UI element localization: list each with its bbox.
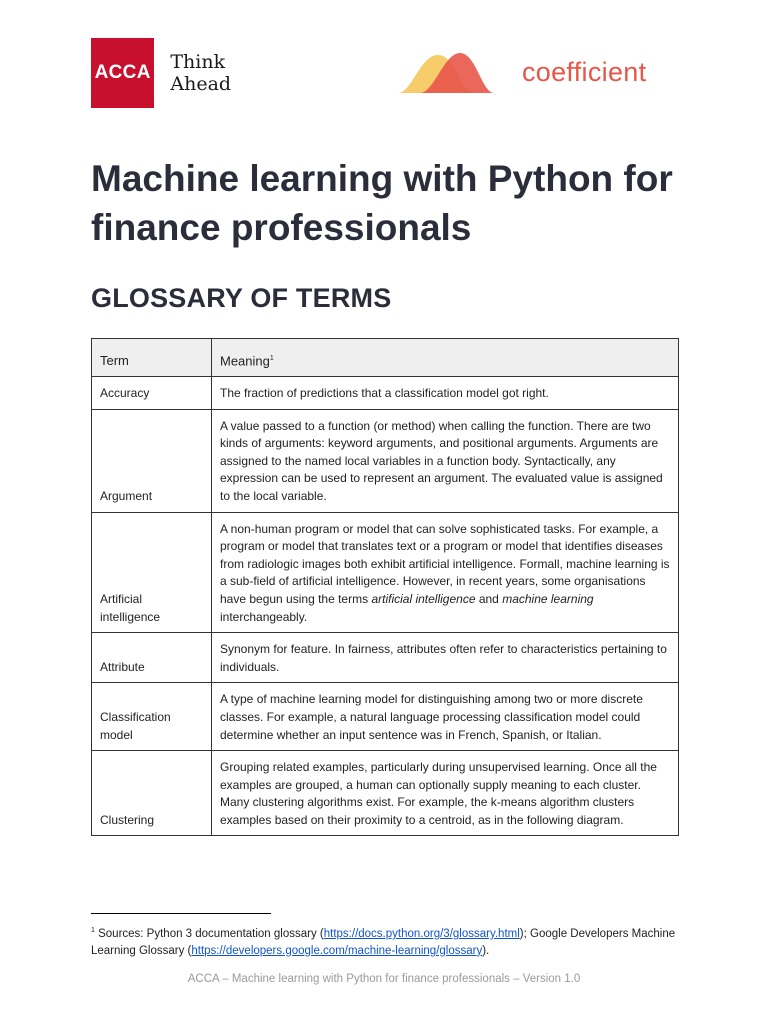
glossary-table xyxy=(91,338,679,836)
page-footer: ACCA – Machine learning with Python for finance professionals – Version 1.0 xyxy=(187,973,581,985)
term-cell: Accuracy xyxy=(92,377,212,410)
acca-logo xyxy=(91,38,287,108)
meaning-cell: A value passed to a function (or method) when calling the function. There are two kinds of arguments: keyword arguments, and positional arguments. Arguments are assigned to the named local variables in a function body. Syntactically, any expression can be used to represent an argument. The evaluated value is assigned to the local variable. xyxy=(212,409,679,512)
meaning-cell: The fraction of predictions that a classification model got right. xyxy=(212,377,679,410)
table-row xyxy=(92,377,679,410)
section-title: GLOSSARY OF TERMS xyxy=(91,283,392,313)
footnote: $^1$ Sources: Python 3 documentation glossary (https://docs.python.org/3/glossary.html); Google Developers Machine Learning Glossary (https://developers.google.com/machine-learning/glossary). xyxy=(91,927,676,957)
term-cell: Artificial intelligence xyxy=(92,512,212,633)
footnote-marker: 1 xyxy=(269,355,274,363)
meaning-cell: Grouping related examples, particularly during unsupervised learning. Once all the examples are grouped, a human can optionally supply meaning to each cluster. Many clustering algorithms exist. For example, the k-means algorithm clusters examples based on their proximity to a centroid, as in the following diagram. xyxy=(212,751,679,836)
term-cell: Classification model xyxy=(92,683,212,751)
coefficient-mountain-icon xyxy=(398,51,494,93)
footnote-divider xyxy=(91,913,271,914)
table-row xyxy=(92,409,679,512)
coefficient-logo xyxy=(398,50,646,94)
table-row xyxy=(92,751,679,836)
acca-logo-mark: ACCA xyxy=(91,38,154,108)
document-title: Machine learning with Python for finance professionals xyxy=(91,158,673,248)
term-cell: Clustering xyxy=(92,751,212,836)
table-row xyxy=(92,512,679,633)
term-cell: Argument xyxy=(92,409,212,512)
meaning-cell: A type of machine learning model for distinguishing among two or more discrete classes. For example, a natural language processing classification model could determine whether an input sentence was in French, Spanish, or Italian. xyxy=(212,683,679,751)
table-row xyxy=(92,683,679,751)
table-row xyxy=(92,633,679,683)
coefficient-wordmark: coefficient xyxy=(522,56,647,87)
meaning-column-header: Meaning$^1$ xyxy=(212,339,679,377)
emphasis-term: artificial intelligence xyxy=(371,591,476,606)
google-ml-glossary-link[interactable]: https://developers.google.com/machine-learning/glossary xyxy=(191,944,483,957)
emphasis-term: machine learning xyxy=(502,591,594,606)
acca-tagline: Think Ahead xyxy=(170,51,232,95)
meaning-cell: Synonym for feature. In fairness, attributes often refer to characteristics pertaining to individuals. xyxy=(212,633,679,683)
term-cell: Attribute xyxy=(92,633,212,683)
footnote-number: 1 xyxy=(91,927,95,934)
python-glossary-link[interactable]: https://docs.python.org/3/glossary.html xyxy=(323,927,520,940)
meaning-cell: A non-human program or model that can solve sophisticated tasks. For example, a program or model that translates text or a program or model that identifies diseases from radiologic images both exhibit artificial intelligence. Formall, machine learning is a sub-field of artificial intelligence. However, in recent years, some organisations have begun using the terms artificial intelligence and machine learning interchangeably. xyxy=(212,512,679,633)
term-column-header: Term xyxy=(92,339,212,377)
table-header-row xyxy=(92,339,679,377)
